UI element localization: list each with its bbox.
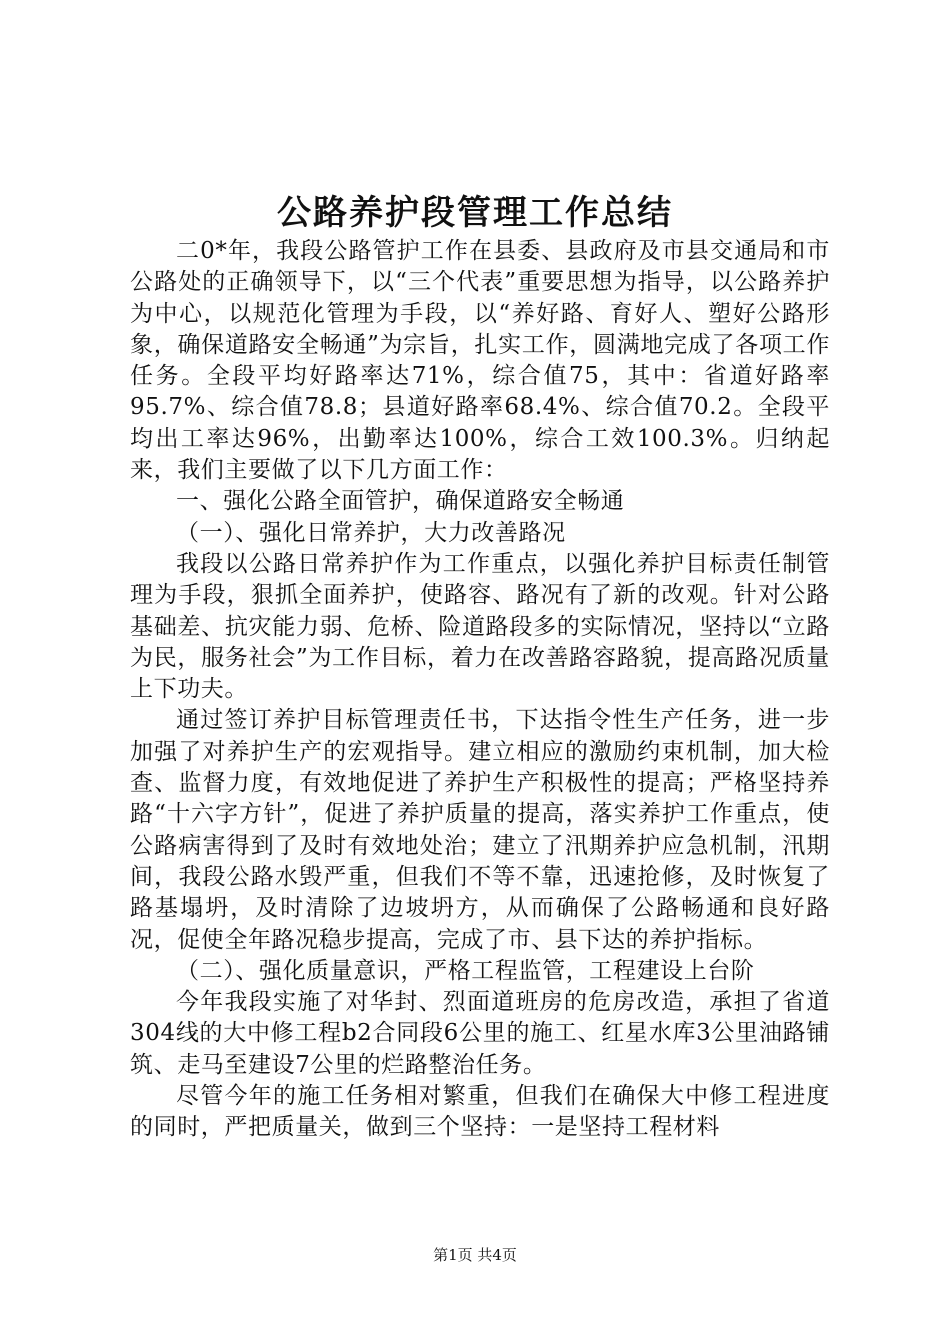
subsection-heading-1: （一）、强化日常养护，大力改善路况 <box>176 519 566 546</box>
page-footer: 第1页 共4页 <box>433 1246 517 1264</box>
paragraph-responsibility: 通过签订养护目标管理责任书，下达指令性生产任务，进一步加强了对养护生产的宏观指导。建立相应的激励约束机制，加大检查、监督力度，有效地促进了养护生产积极性的提高；严格坚持养路“十六字方针”，促进了养护质量的提高，落实养护工作重点，使公路病害得到了及时有效地处治；建立了汛期养护应急机制，汛期间，我段公路水毁严重，但我们不等不靠，迅速抢修，及时恢复了路基塌坍，及时清除了边坡坍方，从而确保了公路畅通和良好路况，促使全年路况稳步提高，完成了市、县下达的养护指标。 <box>130 707 830 953</box>
section-heading-1: 一、强化公路全面管护，确保道路安全畅通 <box>176 488 625 515</box>
paragraph-quality: 尽管今年的施工任务相对繁重，但我们在确保大中修工程进度的同时，严把质量关，做到三个坚持：一是坚持工程材料 <box>130 1083 830 1141</box>
page-title: 公路养护段管理工作总结 <box>277 193 673 233</box>
document-body <box>130 236 830 1144</box>
paragraph-daily-maintenance: 我段以公路日常养护作为工作重点，以强化养护目标责任制管理为手段，狠抓全面养护，使路容、路况有了新的改观。针对公路基础差、抗灾能力弱、危桥、险道路段多的实际情况，坚持以“立路为民，服务社会”为工作目标，着力在改善路容路貌，提高路况质量上下功夫。 <box>130 550 830 703</box>
paragraph-projects: 今年我段实施了对华封、烈面道班房的危房改造，承担了省道304线的大中修工程b2合同段6公里的施工、红星水库3公里油路铺筑、走马至建设7公里的烂路整治任务。 <box>130 989 830 1078</box>
subsection-heading-2: （二）、强化质量意识，严格工程监管，工程建设上台阶 <box>176 957 755 984</box>
paragraph-intro: 二0*年，我段公路管护工作在县委、县政府及市县交通局和市公路处的正确领导下，以“三个代表”重要思想为指导，以公路养护为中心，以规范化管理为手段，以“养好路、育好人、塑好公路形象，确保道路安全畅通”为宗旨，扎实工作，圆满地完成了各项工作任务。全段平均好路率达71%，综合值75，其中：省道好路率95.7%、综合值78.8；县道好路率68.4%、综合值70.2。全段平均出工率达96%，出勤率达100%，综合工效100.3%。归纳起来，我们主要做了以下几方面工作： <box>130 238 830 484</box>
